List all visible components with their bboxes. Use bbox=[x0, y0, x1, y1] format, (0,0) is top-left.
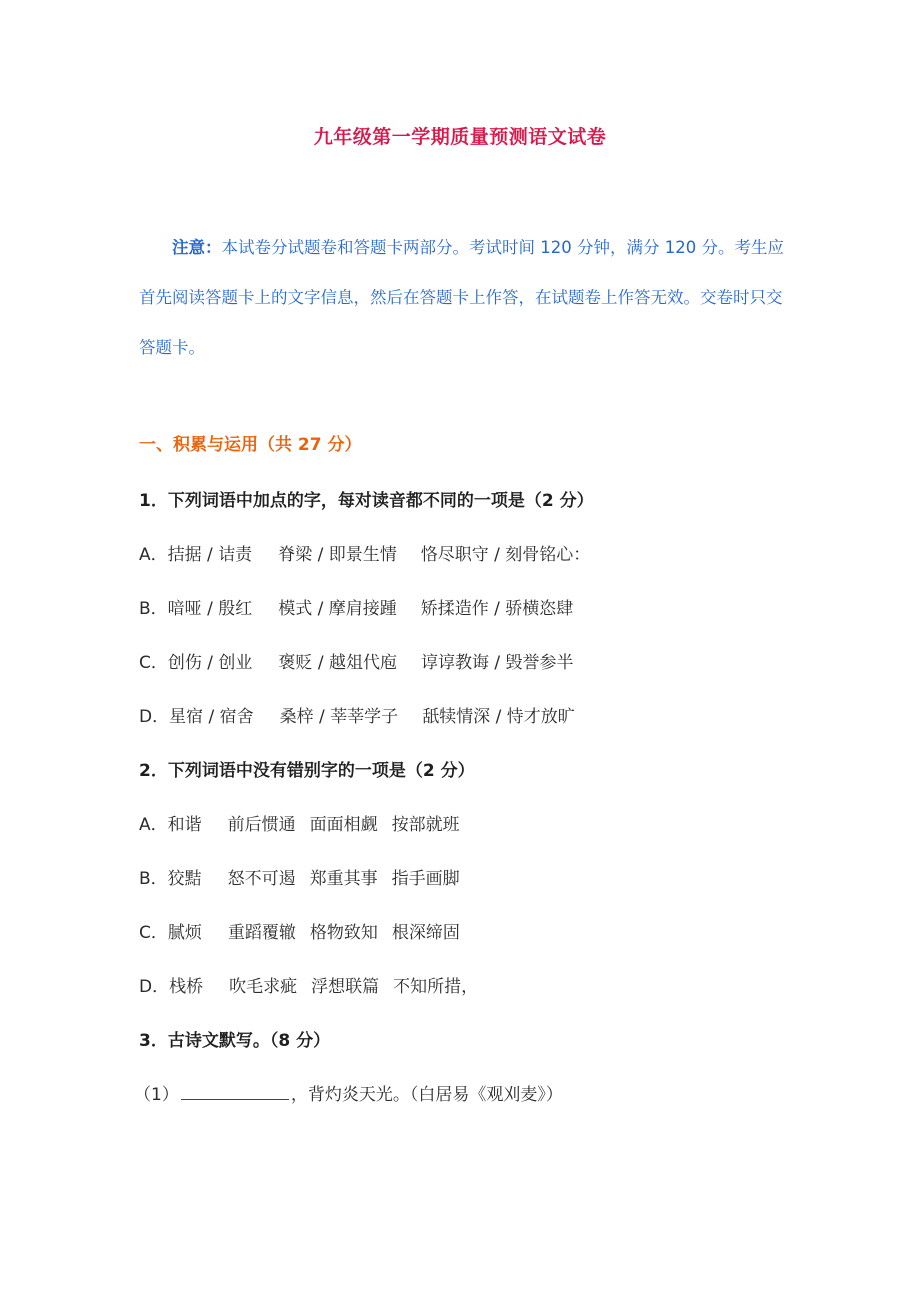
q2-option-c bbox=[139, 918, 460, 943]
section-heading: 一、积累与运用（共 27 分） bbox=[139, 435, 362, 455]
option-word-2: 前后惯通 bbox=[227, 815, 296, 835]
q2-option-a bbox=[139, 810, 460, 835]
question-1-title: 1．下列词语中加点的字，每对读音都不同的一项是（2 分） bbox=[139, 491, 594, 511]
option-part-3: 舐犊情深 / 恃才放旷 bbox=[422, 707, 575, 727]
option-prefix: C． bbox=[139, 923, 168, 943]
item-prefix: （1） bbox=[134, 1085, 179, 1105]
option-part-2: 褒贬 / 越俎代庖 bbox=[278, 653, 397, 673]
option-part-3: 谆谆教诲 / 毁誉参半 bbox=[420, 653, 574, 673]
q1-option-d bbox=[139, 702, 575, 727]
q1-option-a bbox=[139, 540, 590, 565]
item-suffix: ，背灼炎天光。（白居易《观刈麦》） bbox=[290, 1085, 563, 1105]
notice-label: 注意： bbox=[172, 238, 222, 257]
option-prefix: C． bbox=[139, 653, 168, 673]
q2-option-b bbox=[139, 864, 460, 889]
option-part-2: 桑梓 / 莘莘学子 bbox=[279, 707, 399, 727]
fill-blank[interactable] bbox=[181, 1083, 289, 1100]
option-word-3: 面面相觑 bbox=[309, 815, 378, 835]
option-word-4: 指手画脚 bbox=[391, 869, 460, 889]
option-part-1: 星宿 / 宿舍 bbox=[169, 707, 254, 727]
option-prefix: A． bbox=[139, 815, 168, 835]
option-word-4: 不知所措， bbox=[393, 977, 479, 997]
q3-item-1 bbox=[134, 1080, 563, 1105]
question-2-title: 2．下列词语中没有错别字的一项是（2 分） bbox=[139, 761, 475, 781]
q2-option-d bbox=[139, 972, 478, 997]
option-word-3: 格物致知 bbox=[309, 923, 378, 943]
option-word-3: 郑重其事 bbox=[309, 869, 378, 889]
option-part-2: 模式 / 摩肩接踵 bbox=[278, 599, 397, 619]
option-part-1: 喑哑 / 殷红 bbox=[167, 599, 253, 619]
option-word-2: 重蹈覆辙 bbox=[227, 923, 296, 943]
option-prefix: B． bbox=[139, 869, 168, 889]
option-part-2: 脊梁 / 即景生情 bbox=[278, 545, 397, 565]
question-3-title: 3．古诗文默写。（8 分） bbox=[139, 1031, 331, 1051]
option-part-1: 拮据 / 诘责 bbox=[167, 545, 253, 565]
option-part-3: 矫揉造作 / 骄横恣肆 bbox=[420, 599, 574, 619]
option-word-4: 根深缔固 bbox=[391, 923, 460, 943]
option-part-1: 创伤 / 创业 bbox=[167, 653, 253, 673]
option-prefix: A． bbox=[139, 545, 168, 565]
q1-option-c bbox=[139, 648, 574, 673]
option-word-4: 按部就班 bbox=[391, 815, 460, 835]
option-word-1: 和谐 bbox=[167, 815, 202, 835]
option-word-1: 栈桥 bbox=[169, 977, 204, 997]
option-word-3: 浮想联篇 bbox=[311, 977, 380, 997]
q1-option-b bbox=[139, 594, 573, 619]
option-word-2: 怒不可遏 bbox=[227, 869, 296, 889]
notice-text: 本试卷分试题卷和答题卡两部分。考试时间 120 分钟，满分 120 分。考生应首先阅读答题卡上的文字信息，然后在答题卡上作答，在试题卷上作答无效。交卷时只交答题卡。 bbox=[139, 238, 784, 357]
option-word-1: 腻烦 bbox=[167, 923, 202, 943]
option-word-2: 吹毛求疵 bbox=[229, 977, 298, 997]
page-title: 九年级第一学期质量预测语文试卷 bbox=[313, 126, 607, 148]
option-word-1: 狡黠 bbox=[167, 869, 202, 889]
option-prefix: D． bbox=[139, 707, 170, 727]
notice-paragraph bbox=[139, 223, 789, 373]
option-part-3: 恪尽职守 / 刻骨铭心： bbox=[420, 545, 591, 565]
option-prefix: D． bbox=[139, 977, 170, 997]
option-prefix: B． bbox=[139, 599, 168, 619]
